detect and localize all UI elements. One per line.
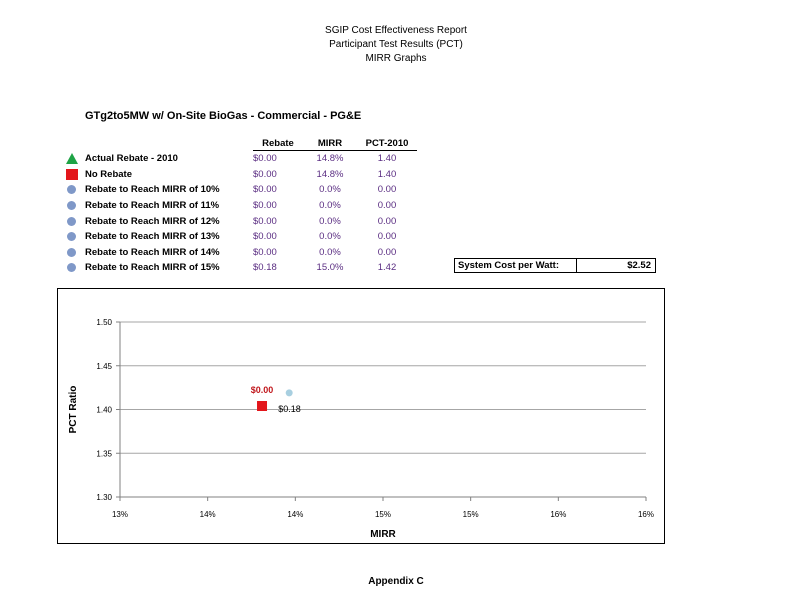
row-pct: 0.00: [377, 231, 397, 243]
row-rebate: $0.00: [253, 168, 277, 180]
row-rebate: $0.00: [253, 231, 277, 243]
green-triangle-icon: [66, 153, 78, 164]
header-rebate: Rebate: [253, 136, 303, 151]
row-pct: 0.00: [377, 246, 397, 258]
results-table: [58, 136, 417, 276]
table-row: [58, 167, 417, 183]
row-rebate: $0.18: [253, 262, 277, 274]
y-tick-labels: [96, 318, 120, 502]
row-pct: 1.40: [377, 153, 397, 165]
y-tick-label: 1.30: [96, 493, 112, 502]
row-pct: 0.00: [377, 184, 397, 196]
table-row: [58, 182, 417, 198]
x-tick-label: 15%: [462, 510, 479, 519]
chart-gridlines: [120, 322, 646, 453]
row-rebate: $0.00: [253, 153, 277, 165]
row-rebate: $0.00: [253, 200, 277, 212]
system-cost-box: [454, 258, 656, 273]
row-pct: 0.00: [377, 200, 397, 212]
row-pct: 1.40: [377, 168, 397, 180]
blue-circle-icon: [67, 232, 76, 241]
table-header-row: [58, 136, 417, 151]
x-tick-labels: [112, 497, 654, 519]
x-tick-label: 14%: [199, 510, 216, 519]
row-label: Rebate to Reach MIRR of 14%: [85, 246, 220, 258]
row-label: No Rebate: [85, 168, 132, 180]
row-label: Rebate to Reach MIRR of 10%: [85, 184, 220, 196]
system-cost-value: $2.52: [627, 260, 651, 271]
header-pct: PCT-2010: [357, 136, 417, 151]
system-cost-label: System Cost per Watt:: [458, 260, 559, 271]
row-label: Actual Rebate - 2010: [85, 153, 178, 165]
blue-circle-icon: [67, 217, 76, 226]
blue-circle-icon: [67, 263, 76, 272]
red-square-icon: [66, 169, 78, 180]
table-row: [58, 260, 417, 276]
row-pct: 1.42: [377, 262, 397, 274]
row-mirr: 14.8%: [316, 168, 344, 180]
row-mirr: 0.0%: [319, 215, 341, 227]
table-row: [58, 245, 417, 261]
y-tick-label: 1.50: [96, 318, 112, 327]
row-mirr: 0.0%: [319, 184, 341, 196]
report-title: SGIP Cost Effectiveness Report: [325, 25, 467, 36]
table-row: [58, 213, 417, 229]
blue-circle-icon: [67, 248, 76, 257]
row-label: Rebate to Reach MIRR of 12%: [85, 215, 220, 227]
x-tick-label: 13%: [111, 510, 129, 519]
blue-circle-icon: [67, 201, 76, 210]
row-rebate: $0.00: [253, 184, 277, 196]
row-pct: 0.00: [377, 215, 397, 227]
report-header: [0, 24, 792, 66]
report-section: MIRR Graphs: [365, 53, 427, 64]
row-mirr: 15.0%: [316, 262, 344, 274]
row-label: Rebate to Reach MIRR of 13%: [85, 231, 220, 243]
y-axis-label: PCT Ratio: [68, 385, 79, 434]
point-label: $0.00: [250, 385, 274, 395]
page-footer: Appendix C: [368, 576, 424, 587]
blue-circle-icon: [67, 185, 76, 194]
header-mirr: MIRR: [303, 136, 357, 151]
row-mirr: 14.8%: [316, 153, 344, 165]
x-tick-label: 16%: [550, 510, 567, 519]
row-mirr: 0.0%: [319, 200, 341, 212]
mirr-scatter-chart: [58, 289, 664, 543]
table-row: [58, 198, 417, 214]
system-cost-divider: [576, 259, 577, 272]
table-row: [58, 151, 417, 167]
point-label: $0.18: [278, 403, 301, 414]
x-axis-label: MIRR: [370, 529, 396, 540]
y-tick-label: 1.40: [96, 405, 112, 415]
table-row: [58, 229, 417, 245]
x-tick-label: 15%: [374, 510, 392, 519]
chart-frame: [57, 288, 665, 544]
x-tick-label: 16%: [637, 510, 655, 519]
no-rebate-point: [257, 401, 267, 411]
y-tick-label: 1.35: [96, 449, 112, 459]
row-mirr: 0.0%: [319, 231, 341, 243]
row-rebate: $0.00: [253, 246, 277, 258]
scenario-title: GTg2to5MW w/ On-Site BioGas - Commercial - PG&E: [85, 110, 362, 122]
y-tick-label: 1.45: [96, 361, 112, 371]
x-tick-label: 14%: [287, 510, 304, 519]
row-label: Rebate to Reach MIRR of 15%: [85, 262, 220, 274]
rebate-15-point: [286, 389, 293, 396]
row-rebate: $0.00: [253, 215, 277, 227]
row-label: Rebate to Reach MIRR of 11%: [85, 200, 220, 212]
report-subtitle: Participant Test Results (PCT): [329, 39, 463, 50]
row-mirr: 0.0%: [319, 246, 341, 258]
